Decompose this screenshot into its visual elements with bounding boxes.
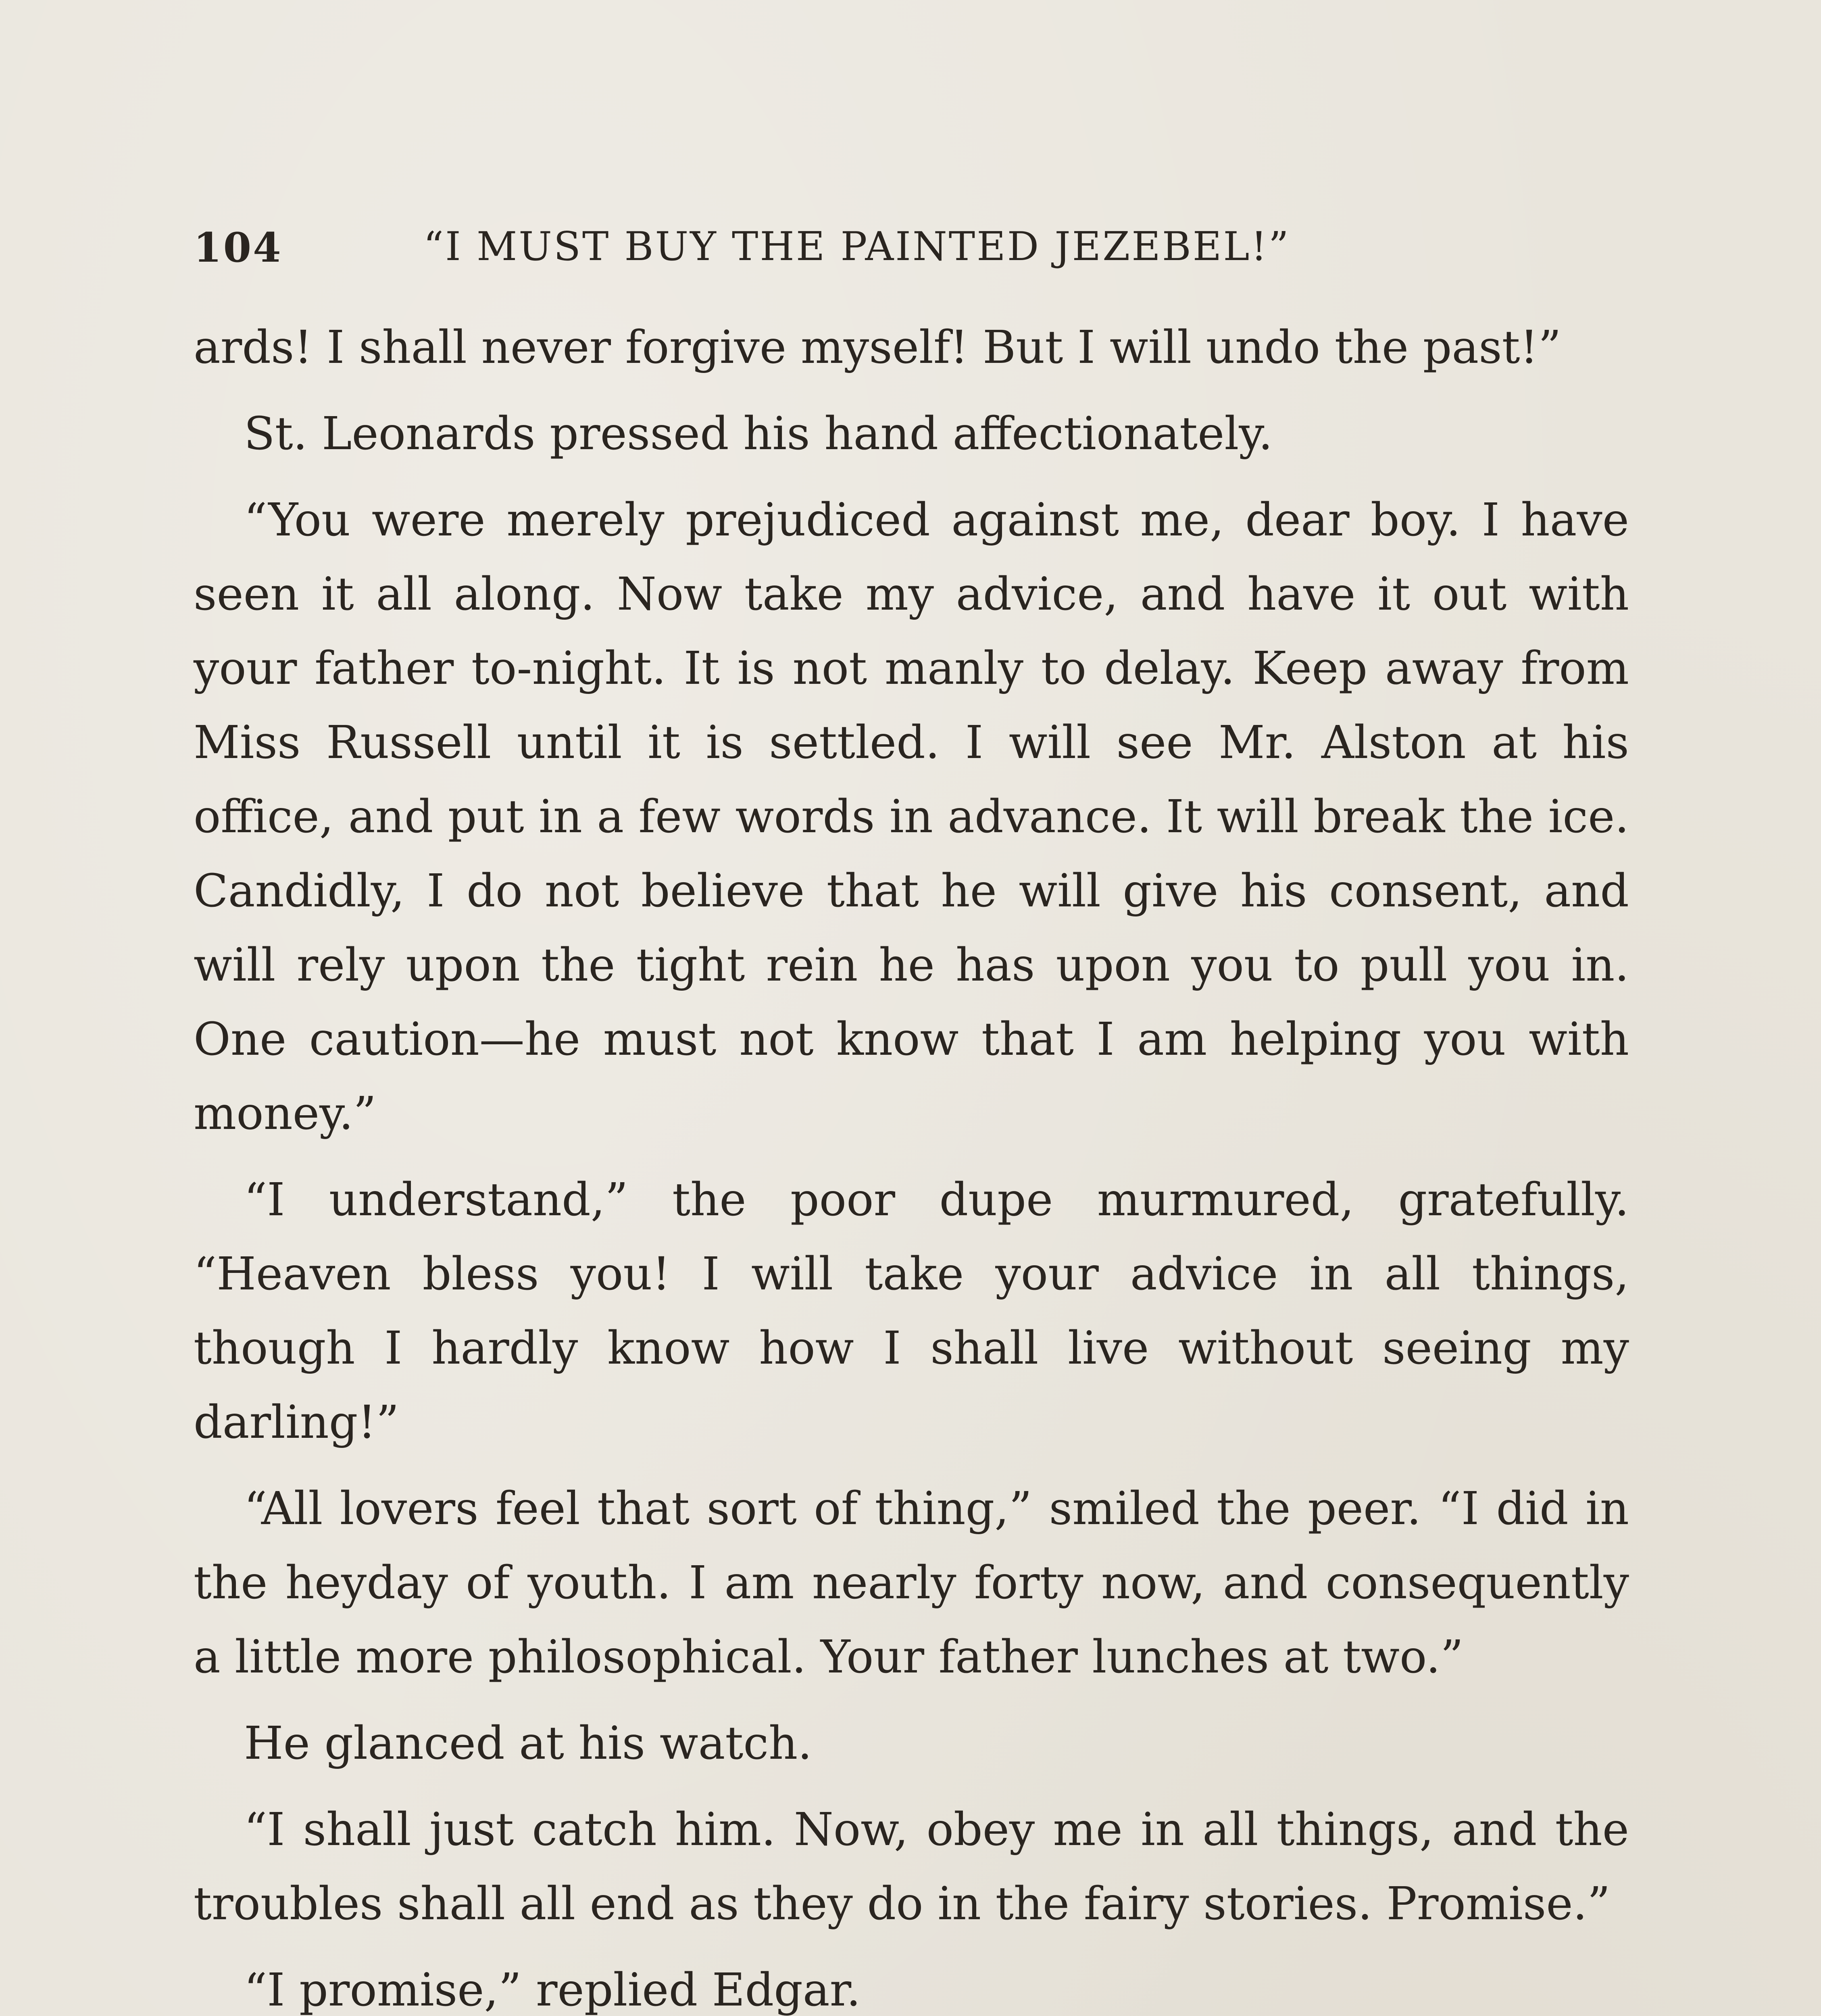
paragraph: “I understand,” the poor dupe murmured, gratefully. “Heaven bless you! I will take your advice in all things, though I hardly know how I shall live without seeing my darling!” — [194, 1174, 1629, 1449]
body-text — [194, 310, 1629, 2016]
paragraph: “All lovers feel that sort of thing,” smiled the peer. “I did in the heyday of youth. I am nearly forty now, and consequently a little more philosophical. Your father lunches at two.” — [194, 1483, 1629, 1683]
paragraph: He glanced at his watch. — [244, 1717, 812, 1770]
paragraph: “You were merely prejudiced against me, dear boy. I have seen it all along. Now take my advice, and have it out with your father to-night. It is not manly to delay. Keep away from Miss Russell until it is settled. I will see Mr. Alston at his office, and put in a few words in advance. It will break the ice. Candidly, I do not believe that he will give his consent, and will rely upon the tight rein he has upon you to pull you in. One caution—he must not know that I am helping you with money.” — [194, 494, 1629, 1140]
running-head: “I MUST BUY THE PAINTED JEZEBEL!” — [423, 224, 1290, 270]
page-number: 104 — [194, 224, 283, 271]
paragraph: “I shall just catch him. Now, obey me in all things, and the troubles shall all end as they do in the fairy stories. Promise.” — [194, 1804, 1629, 1930]
paragraph: “I promise,” replied Edgar. — [244, 1964, 861, 2016]
paragraph: ards! I shall never forgive myself! But I will undo the past!” — [194, 321, 1561, 374]
page-header — [194, 224, 1629, 276]
paragraph: St. Leonards pressed his hand affectionately. — [244, 408, 1273, 460]
